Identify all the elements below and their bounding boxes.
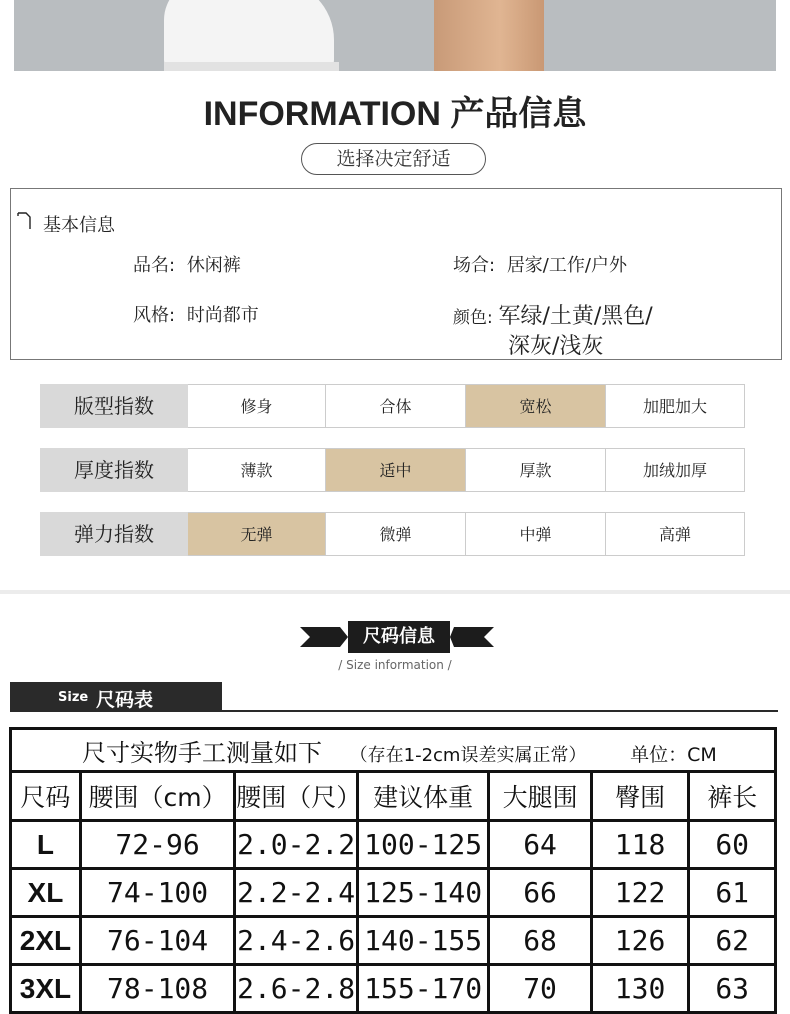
cell-waist-chi: 2.0-2.2 bbox=[235, 821, 358, 869]
thickness-option-thin: 薄款 bbox=[188, 448, 326, 492]
elasticity-index-label: 弹力指数 bbox=[40, 512, 188, 556]
size-chart-en: Size bbox=[58, 690, 89, 705]
basic-info-box bbox=[10, 188, 782, 360]
cell-thigh: 68 bbox=[489, 917, 591, 965]
cell-weight: 125-140 bbox=[357, 869, 488, 917]
size-info-subtitle: / Size information / bbox=[338, 658, 452, 672]
cell-hip: 118 bbox=[591, 821, 689, 869]
cell-hip: 130 bbox=[591, 965, 689, 1013]
size-table-unit: 单位：CM bbox=[630, 743, 717, 766]
shoe-sole bbox=[164, 62, 339, 71]
style-value: 时尚都市 bbox=[186, 305, 259, 326]
cell-length: 63 bbox=[689, 965, 776, 1013]
occasion-row bbox=[453, 251, 627, 277]
style-label: 风格: bbox=[133, 305, 176, 326]
cell-length: 62 bbox=[689, 917, 776, 965]
fit-option-loose: 宽松 bbox=[466, 384, 606, 428]
cell-size: 2XL bbox=[11, 917, 81, 965]
table-row bbox=[11, 917, 776, 965]
thickness-index-label: 厚度指数 bbox=[40, 448, 188, 492]
cell-size: 3XL bbox=[11, 965, 81, 1013]
size-chart-cn: 尺码表 bbox=[96, 689, 154, 711]
cell-waist-cm: 76-104 bbox=[80, 917, 234, 965]
header-thigh: 大腿围 bbox=[489, 772, 591, 821]
cell-weight: 155-170 bbox=[357, 965, 488, 1013]
elasticity-option-high: 高弹 bbox=[606, 512, 745, 556]
occasion-value: 居家/工作/户外 bbox=[506, 255, 627, 276]
leg-image bbox=[434, 0, 544, 71]
size-table-caption bbox=[11, 729, 776, 772]
header-waist-chi: 腰围（尺） bbox=[235, 772, 358, 821]
cell-length: 60 bbox=[689, 821, 776, 869]
table-row bbox=[11, 821, 776, 869]
elasticity-option-none: 无弹 bbox=[188, 512, 326, 556]
cell-hip: 122 bbox=[591, 869, 689, 917]
size-table-header bbox=[11, 772, 776, 821]
cell-waist-chi: 2.6-2.8 bbox=[235, 965, 358, 1013]
style-row bbox=[133, 301, 259, 327]
basic-info-heading-text: 基本信息 bbox=[43, 215, 115, 236]
banner-left-arrow-icon bbox=[300, 623, 348, 651]
cell-thigh: 70 bbox=[489, 965, 591, 1013]
elasticity-option-medium: 中弹 bbox=[466, 512, 606, 556]
size-table-note: （存在1-2cm误差实属正常） bbox=[349, 744, 587, 766]
cell-waist-cm: 74-100 bbox=[80, 869, 234, 917]
size-info-banner: 尺码信息 bbox=[348, 621, 450, 653]
cell-weight: 140-155 bbox=[357, 917, 488, 965]
table-row bbox=[11, 965, 776, 1013]
fit-option-slim: 修身 bbox=[188, 384, 326, 428]
fit-index-row bbox=[40, 384, 745, 428]
elasticity-index-row bbox=[40, 512, 745, 556]
basic-info-heading bbox=[43, 211, 115, 237]
size-table-caption-text: 尺寸实物手工测量如下 bbox=[82, 738, 322, 767]
thickness-option-medium: 适中 bbox=[326, 448, 466, 492]
subtitle-pill: 选择决定舒适 bbox=[301, 143, 486, 175]
product-name-value: 休闲裤 bbox=[186, 255, 241, 276]
size-chart-underline bbox=[222, 710, 778, 712]
fit-option-regular: 合体 bbox=[326, 384, 466, 428]
shoe-image bbox=[164, 0, 334, 70]
product-name-row bbox=[133, 251, 241, 277]
banner-right-arrow-icon bbox=[450, 623, 494, 651]
section-divider bbox=[0, 590, 790, 594]
fit-option-plus: 加肥加大 bbox=[606, 384, 745, 428]
size-chart-bar bbox=[10, 682, 222, 712]
elasticity-option-slight: 微弹 bbox=[326, 512, 466, 556]
product-photo bbox=[14, 0, 776, 71]
cell-length: 61 bbox=[689, 869, 776, 917]
page-title: INFORMATION 产品信息 bbox=[203, 95, 587, 133]
cell-weight: 100-125 bbox=[357, 821, 488, 869]
thickness-option-thick: 厚款 bbox=[466, 448, 606, 492]
header-length: 裤长 bbox=[689, 772, 776, 821]
thickness-option-fleece: 加绒加厚 bbox=[606, 448, 745, 492]
cell-waist-cm: 78-108 bbox=[80, 965, 234, 1013]
size-table bbox=[9, 727, 777, 1014]
cell-size: L bbox=[11, 821, 81, 869]
cell-thigh: 66 bbox=[489, 869, 591, 917]
cell-hip: 126 bbox=[591, 917, 689, 965]
fit-index-label: 版型指数 bbox=[40, 384, 188, 428]
color-label: 颜色: bbox=[453, 308, 493, 328]
thickness-index-row bbox=[40, 448, 745, 492]
cell-waist-cm: 72-96 bbox=[80, 821, 234, 869]
cell-waist-chi: 2.4-2.6 bbox=[235, 917, 358, 965]
color-value-line2: 深灰/浅灰 bbox=[508, 334, 604, 359]
size-table-caption-row bbox=[11, 729, 776, 772]
document-icon bbox=[17, 212, 31, 230]
table-row bbox=[11, 869, 776, 917]
header-weight: 建议体重 bbox=[357, 772, 488, 821]
color-row bbox=[453, 299, 653, 330]
cell-thigh: 64 bbox=[489, 821, 591, 869]
header-size: 尺码 bbox=[11, 772, 81, 821]
product-name-label: 品名: bbox=[133, 255, 176, 276]
color-value-line1: 军绿/土黄/黑色/ bbox=[498, 304, 653, 329]
cell-waist-chi: 2.2-2.4 bbox=[235, 869, 358, 917]
header-hip: 臀围 bbox=[591, 772, 689, 821]
cell-size: XL bbox=[11, 869, 81, 917]
occasion-label: 场合: bbox=[453, 255, 496, 276]
header-waist-cm: 腰围（cm） bbox=[80, 772, 234, 821]
